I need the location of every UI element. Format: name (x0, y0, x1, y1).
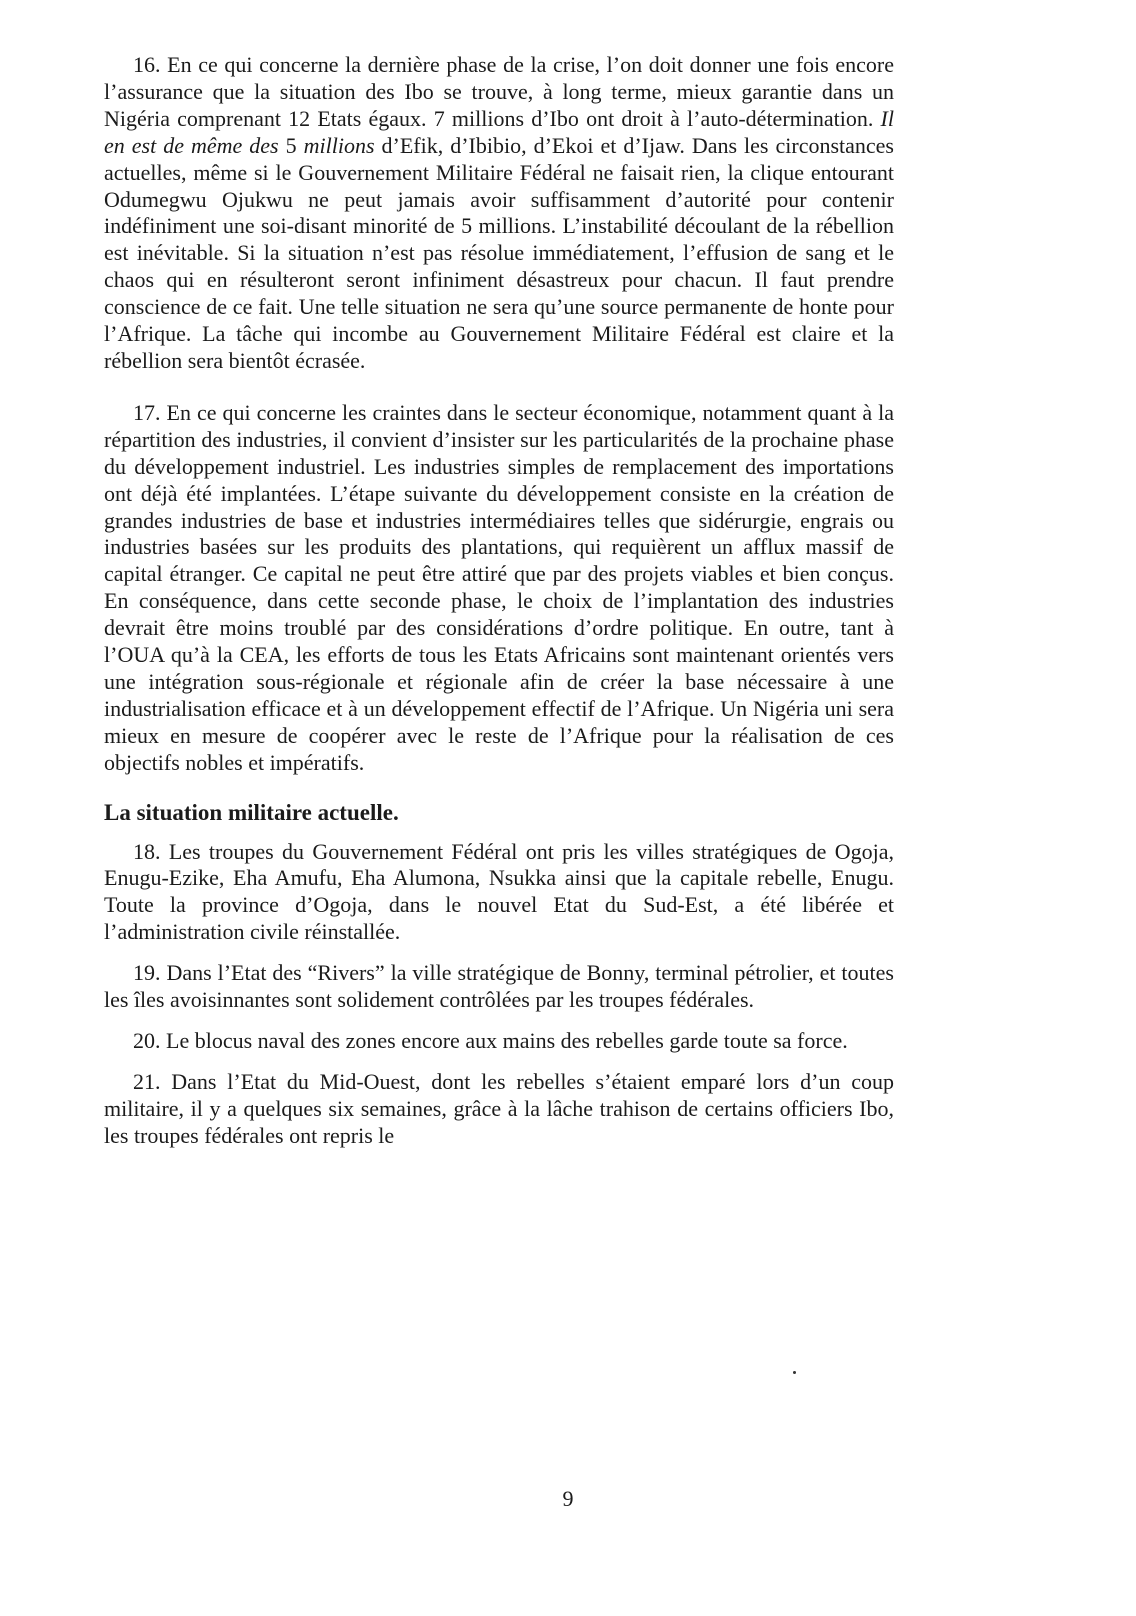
section-heading: La situation militaire actuelle. (104, 799, 399, 825)
stray-ink-mark (793, 1371, 796, 1374)
paragraph-16-text-3: d’Efik, d’Ibibio, d’Ekoi et d’Ijaw. Dans les circonstances actuelles, même si le Gouvernement Militaire Fédéral ne faisait rien, la clique entourant Odumegwu Ojukwu ne peut jamais avoir suffisamment d’autorité pour contenir indéfiniment une soi-disant minorité de 5 millions. L’instabilité découlant de la rébellion est inévitable. Si la situation n’est pas résolue immédiatement, l’effusion de sang et le chaos qui en résulteront seront infiniment désastreux pour chacun. Il faut prendre conscience de ce fait. Une telle situation ne sera qu’une source permanente de honte pour l’Afrique. La tâche qui incombe au Gouvernement Militaire Fédéral est claire et la rébellion sera bientôt écrasée. (104, 132, 894, 373)
page-number: 9 (562, 1486, 574, 1511)
paragraph-17: 17. En ce qui concerne les craintes dans le secteur économique, notamment quant à la répartition des industries, il convient d’insister sur les particularités de la prochaine phase du développement industriel. Les industries simples de remplacement des importations ont déjà été implantées. L’étape suivante du développement consiste en la création de grandes industries de base et industries intermédiaires telles que sidérurgie, engrais ou industries basées sur les produits des plantations, qui requièrent un afflux massif de capital étranger. Ce capital ne peut être attiré que par des projets viables et bien conçus. En conséquence, dans cette seconde phase, le choix de l’implantation des industries devrait être moins troublé par des considérations d’ordre politique. En outre, tant à l’OUA qu’à la CEA, les efforts de tous les Etats Africains sont maintenant orientés vers une intégration sous-régionale et régionale afin de créer la base nécessaire à une industrialisation efficace et à un développement effectif de l’Afrique. Un Nigéria uni sera mieux en mesure de coopérer avec le reste de l’Afrique pour la réalisation de ces objectifs nobles et impératifs. (104, 399, 894, 775)
paragraph-16-text-1: 16. En ce qui concerne la dernière phase de la crise, l’on doit donner une fois encore l’assurance que la situation des Ibo se trouve, à long terme, mieux garantie dans un Nigéria comprenant 12 Etats égaux. 7 millions d’Ibo ont droit à l’auto-détermination. (104, 52, 894, 131)
paragraph-19: 19. Dans l’Etat des “Rivers” la ville stratégique de Bonny, terminal pétrolier, et toutes les îles avoisinnantes sont solidement contrôlées par les troupes fédérales. (104, 960, 894, 1013)
paragraph-16-italic-2: millions (303, 132, 375, 158)
paragraph-16 (104, 52, 894, 375)
paragraph-18: 18. Les troupes du Gouvernement Fédéral ont pris les villes stratégiques de Ogoja, Enugu-Ezike, Eha Amufu, Eha Alumona, Nsukka ainsi que la capitale rebelle, Enugu. Toute la province d’Ogoja, dans le nouvel Etat du Sud-Est, a été libérée et l’administration civile réinstallée. (104, 838, 894, 945)
paragraph-16-text-2: 5 (285, 132, 304, 158)
paragraph-21: 21. Dans l’Etat du Mid-Ouest, dont les rebelles s’étaient emparé lors d’un coup militaire, il y a quelques six semaines, grâce à la lâche trahison de certains officiers Ibo, les troupes fédérales ont repris le (104, 1068, 894, 1148)
paragraph-20: 20. Le blocus naval des zones encore aux mains des rebelles garde toute sa force. (133, 1028, 848, 1053)
paragraph-16-italic-1: Il en est de même des (104, 105, 894, 158)
document-page (104, 52, 894, 1150)
